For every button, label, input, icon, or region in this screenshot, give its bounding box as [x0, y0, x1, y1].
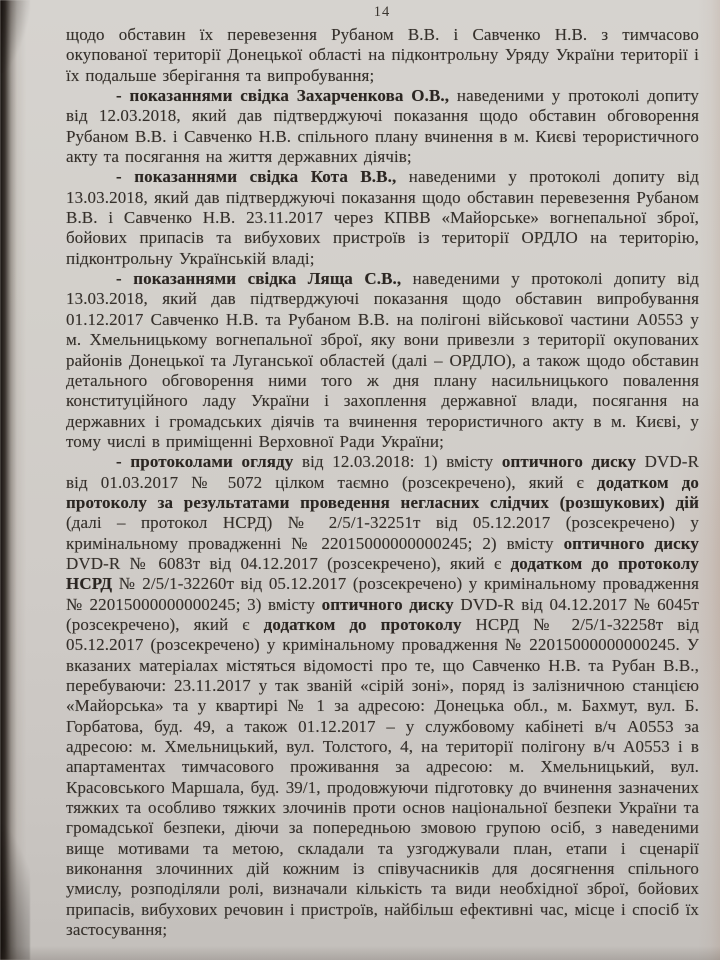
bold-text-run: - протоколами огляду	[116, 452, 294, 472]
bold-text-run: - показаннями свідка Захарченкова О.В.,	[116, 86, 450, 106]
bold-text-run: оптичного диску	[501, 452, 637, 472]
text-run: № 2/5/1-32260т від 05.12.2017 (розсекречено) у кримінальному провадження № 22015000000000245; 3) вмісту	[66, 574, 699, 614]
paragraph	[66, 86, 699, 167]
page-edge-shadow-left	[0, 0, 30, 960]
paragraph	[66, 269, 699, 452]
text-run: наведеними у протоколі допиту від 12.03.2018, який дав підтверджуючі показання щодо обставин обговорення Рубаном В.В. і Савченко Н.В. спільного плану вчинення в м. Києві терористичного акту та посягання на життя державних діячів;	[66, 86, 699, 167]
bold-text-run: додатком до протоколу за результатами проведення негласних слідчих (розшукових) дій	[66, 472, 699, 512]
paragraph	[66, 452, 699, 940]
paragraph	[66, 167, 699, 269]
text-run: НСРД № 2/5/1-32258т від 05.12.2017 (розсекречено) у кримінальному провадження № 22015000000000245. У вказаних матеріалах містяться відомості про те, що Савченко Н.В. та Рубан В.В., перебуваючи: 23.11.2017 у так званій «сірій зоні», поряд із залізничною станцією «Майорська» та у квартирі № 1 за адресою: Донецька обл., м. Бахмут, вул. Б. Горбатова, буд. 49, а також 01.12.2017 – у службовому кабінеті в/ч А0553 за адресою: м. Хмельницький, вул. Толстого, 4, на території полігону в/ч А0553 і в апартаментах тимчасового проживання за адресою: м. Хмельницький, вул. Красовського Маршала, буд. 39/1, продовжуючи підготовку до вчинення зазначених тяжких та особливо тяжких злочинів проти основ національної безпеки України та громадської безпеки, діючи за попередньою змовою групою осіб, з наведеними вище мотивами та метою, складали та узгоджували план, етапи і сценарії виконання злочинних дій кожним із співучасників для досягнення спільного умислу, розподіляли ролі, визначали кількість та види необхідної зброї, бойових припасів, вибухових речовин і пристроїв, найбільш ефективні час, місце і спосіб їх застосування;	[66, 614, 699, 940]
text-run: DVD-R від 01.03.2017 № 5072 цілком таємно (розсекречено), який є	[66, 452, 700, 492]
page-number: 14	[373, 4, 391, 20]
text-run: наведеними у протоколі допиту від 13.03.2018, який дав підтверджуючі показання щодо обставин випробування 01.12.2017 Савченко Н.В. та Рубаном В.В. на полігоні військової частини А0553 у м. Хмельницькому вогнепальної зброї, яку вони привезли з території окупованих районів Донецької та Луганської областей (далі – ОРДЛО), а також щодо обставин детального обговорення ними того ж дня плану насильницького повалення конституційного ладу України і захоплення державної влади, посягання на державних і громадських діячів та вчинення терористичного акту в м. Києві, у тому числі в приміщенні Верховної Ради України;	[66, 269, 699, 451]
bold-text-run: додатком до протоколу НСРД	[66, 553, 700, 594]
bold-text-run: - показаннями свідка Кота В.В.,	[116, 167, 397, 187]
bold-text-run: - показаннями свідка Ляща С.В.,	[116, 269, 402, 289]
text-run: DVD-R № 6083т від 04.12.2017 (розсекречено), який є	[66, 553, 511, 573]
text-run: від 12.03.2018: 1) вмісту	[293, 452, 502, 472]
page-edge-shadow-bottom	[0, 946, 720, 960]
text-run: (далі – протокол НСРД) № 2/5/1-32251т від 05.12.2017 (розсекречено) у кримінальному провадженні № 22015000000000245; 2) вмісту	[66, 513, 699, 553]
bold-text-run: оптичного диску	[321, 594, 454, 614]
bold-text-run: оптичного диску	[563, 533, 700, 553]
document-body	[66, 25, 699, 940]
bold-text-run: додатком до протоколу	[263, 614, 462, 634]
paragraph	[66, 25, 699, 86]
text-run: DVD-R від 04.12.2017 № 6045т (розсекречено), який є	[66, 594, 700, 634]
text-run: щодо обставин їх перевезення Рубаном В.В. і Савченко Н.В. з тимчасово окупованої території Донецької області на підконтрольну Уряду України території і їх подальше зберігання та випробування;	[66, 25, 699, 85]
text-run: наведеними у протоколі допиту від 13.03.2018, який дав підтверджуючі показання щодо обставин перевезення Рубаном В.В. і Савченко Н.В. 23.11.2017 через КПВВ «Майорське» вогнепальної зброї, бойових припасів та вибухових пристроїв із території ОРДЛО на територію, підконтрольну Українській владі;	[66, 167, 699, 268]
